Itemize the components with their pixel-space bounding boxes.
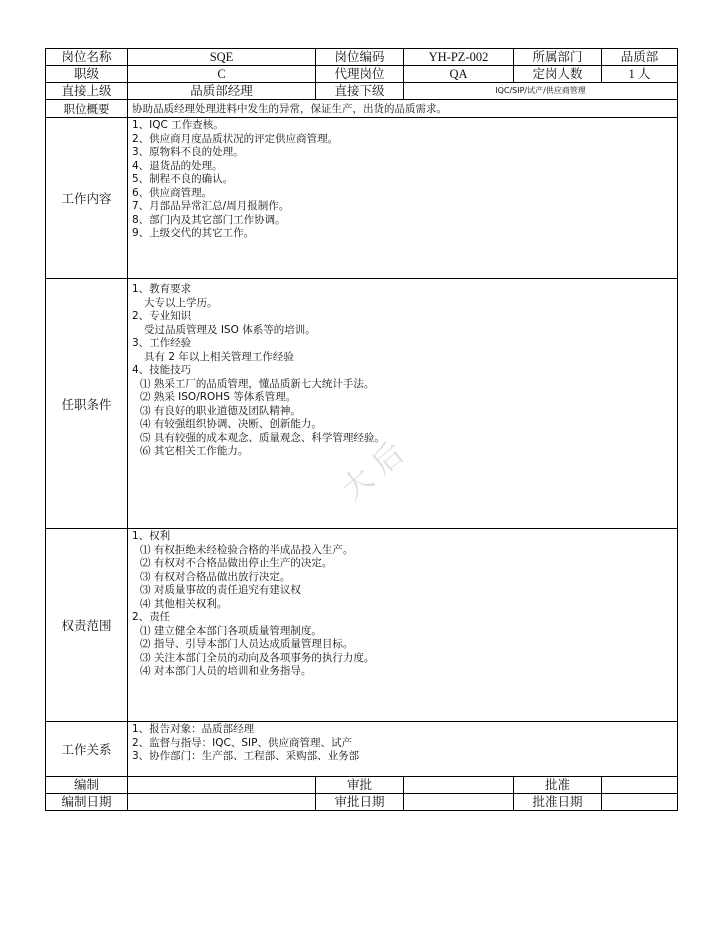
list-item: ⑷ 对本部门人员的培训和业务指导。 [140, 665, 312, 677]
list-item: 6、供应商管理。 [132, 186, 213, 199]
department-label: 所属部门 [514, 49, 602, 66]
list-item: 2、监督与指导：IQC、SIP、供应商管理、试产 [132, 736, 352, 749]
list-item: 5、制程不良的确认。 [132, 173, 234, 185]
list-item: ⑷ 其他相关权利。 [140, 597, 228, 610]
list-item: 9、上级交代的其它工作。 [132, 227, 255, 239]
job-description-table [45, 48, 678, 811]
subordinate-label: 直接下级 [316, 83, 404, 100]
list-item: 2、专业知识 [132, 310, 192, 322]
prepared-value [128, 777, 316, 794]
qualifications-label: 任职条件 [46, 279, 128, 529]
list-item: ⑷ 有较强组织协调、决断、创新能力。 [140, 418, 322, 430]
position-code-label: 岗位编码 [316, 49, 404, 66]
list-item: 3、工作经验 [132, 337, 192, 349]
list-item: 8、部门内及其它部门工作协调。 [132, 213, 286, 226]
prepared-date-label: 编制日期 [46, 794, 128, 811]
qualifications-list [128, 279, 678, 529]
list-item: ⑶ 对质量事故的责任追究有建议权 [140, 584, 301, 596]
ratified-value [602, 777, 678, 794]
list-item: 3、协作部门：生产部、工程部、采购部、业务部 [132, 750, 360, 762]
list-item: 2、供应商月度品质状况的评定供应商管理。 [132, 132, 339, 145]
approved-label: 审批 [316, 777, 404, 794]
position-name-label: 岗位名称 [46, 49, 128, 66]
headcount-label: 定岗人数 [514, 66, 602, 83]
approved-date-value [404, 794, 514, 811]
duties-label: 工作内容 [46, 118, 128, 279]
list-item: ⑵ 指导、引导本部门人员达成质量管理目标。 [140, 638, 354, 650]
department-value: 品质部 [602, 49, 678, 66]
summary-text: 协助品质经理处理进料中发生的异常，保证生产，出货的品质需求。 [128, 100, 678, 118]
list-item: ⑴ 建立健全本部门各项质量管理制度。 [140, 624, 322, 637]
list-item: 受过品质管理及 ISO 体系等的培训。 [144, 323, 316, 336]
list-item: 1、报告对象：品质部经理 [132, 723, 255, 735]
list-item: 1、权利 [132, 530, 171, 542]
summary-label: 职位概要 [46, 100, 128, 118]
ratified-date-label: 批准日期 [514, 794, 602, 811]
list-item: ⑶ 有良好的职业道德及团队精神。 [140, 404, 301, 417]
list-item: 1、教育要求 [132, 283, 192, 295]
superior-value: 品质部经理 [128, 83, 316, 100]
list-item: ⑶ 关注本部门全员的动向及各项事务的执行力度。 [140, 651, 375, 664]
authority-list [128, 529, 678, 722]
headcount-value: 1 人 [602, 66, 678, 83]
list-item: 大专以上学历。 [144, 296, 218, 309]
list-item: ⑵ 熟采 ISO/ROHS 等体系管理。 [140, 391, 297, 403]
relations-list [128, 722, 678, 777]
list-item: 4、退货品的处理。 [132, 159, 223, 172]
list-item: ⑴ 有权拒绝未经检验合格的半成品投入生产。 [140, 543, 354, 556]
grade-value: C [128, 66, 316, 83]
deputy-value: QA [404, 66, 514, 83]
list-item: ⑹ 其它相关工作能力。 [140, 445, 249, 457]
superior-label: 直接上级 [46, 83, 128, 100]
prepared-date-value [128, 794, 316, 811]
approved-date-label: 审批日期 [316, 794, 404, 811]
list-item: ⑶ 有权对合格品做出放行决定。 [140, 570, 291, 583]
list-item: 2、责任 [132, 611, 171, 623]
ratified-label: 批准 [514, 777, 602, 794]
list-item: ⑸ 具有较强的成本观念、质量观念、科学管理经验。 [140, 431, 385, 444]
approved-value [404, 777, 514, 794]
watermark: 大 后 [335, 435, 411, 508]
list-item: 7、月部品异常汇总/周月报制作。 [132, 200, 290, 212]
relations-label: 工作关系 [46, 722, 128, 777]
subordinate-value: IQC/SIP/试产/供应商管理 [404, 83, 678, 100]
prepared-label: 编制 [46, 777, 128, 794]
list-item: 具有 2 年以上相关管理工作经验 [144, 350, 294, 363]
grade-label: 职级 [46, 66, 128, 83]
authority-label: 权责范围 [46, 529, 128, 722]
duties-list [128, 118, 678, 279]
ratified-date-value [602, 794, 678, 811]
list-item: 1、IQC 工作查核。 [132, 119, 224, 131]
list-item: ⑴ 熟采工厂的品质管理，懂品质新七大统计手法。 [140, 377, 375, 390]
list-item: 4、技能技巧 [132, 364, 192, 376]
deputy-label: 代理岗位 [316, 66, 404, 83]
list-item: ⑵ 有权对不合格品做出停止生产的决定。 [140, 557, 333, 569]
position-name-value: SQE [128, 49, 316, 66]
position-code-value: YH-PZ-002 [404, 49, 514, 66]
list-item: 3、原物料不良的处理。 [132, 146, 244, 158]
